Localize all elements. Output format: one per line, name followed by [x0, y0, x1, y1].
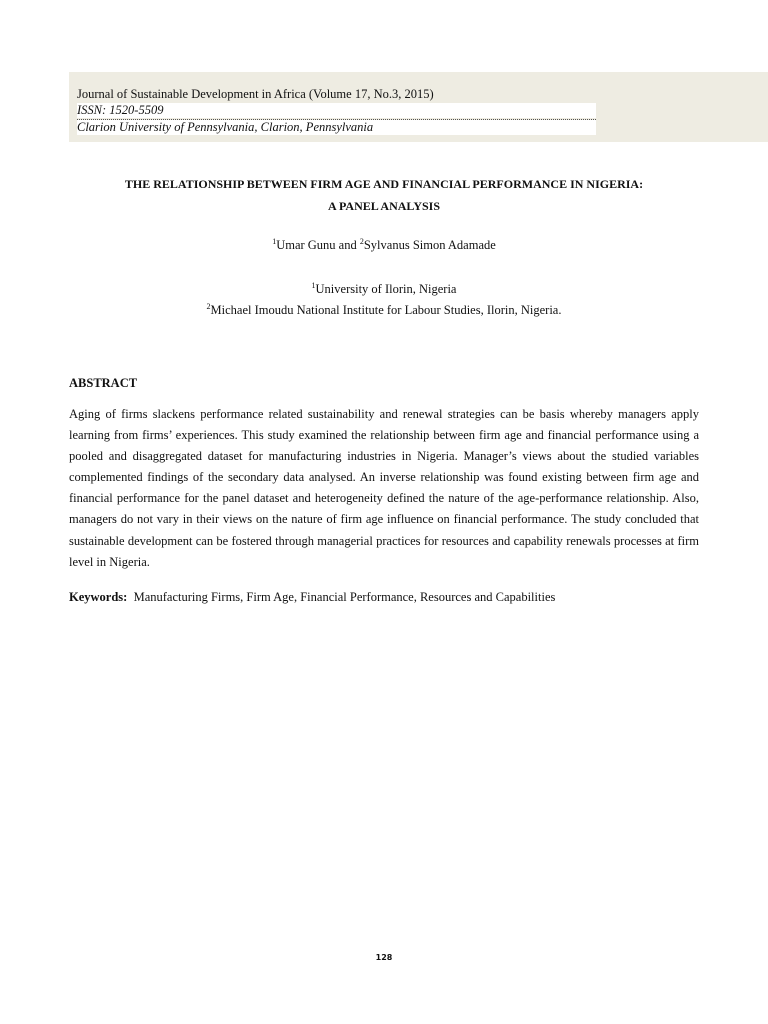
author-2-superscript: 2 [359, 236, 364, 246]
author-2: Sylvanus Simon Adamade [363, 238, 496, 252]
abstract-heading: ABSTRACT [69, 376, 138, 390]
paper-title-line-1: THE RELATIONSHIP BETWEEN FIRM AGE AND FINANCIAL PERFORMANCE IN NIGERIA: [124, 177, 644, 191]
journal-issn: ISSN: 1520-5509 [77, 103, 596, 118]
affiliation-2-superscript: 2 [206, 301, 211, 311]
journal-header [69, 72, 768, 142]
page-number: 128 [375, 953, 393, 962]
abstract-body: Aging of firms slackens performance related sustainability and renewal strategies can be basis whereby managers apply learning from firms’ experiences. This study examined the relationship between firm age and financial performance using a pooled and disaggregated dataset for manufacturing industries in Nigeria. Manager’s views about the studied variables complemented findings of the secondary data analysed. An inverse relationship was found existing between firm age and financial performance for the panel dataset and heterogeneity defined the nature of the age-performance relationship. Also, managers do not vary in their views on the nature of firm age influence on financial performance. The study concluded that sustainable development can be fostered through managerial practices for resources and capability renewals processes at firm level in Nigeria. [69, 407, 699, 569]
paper-title-line-2: A PANEL ANALYSIS [327, 199, 441, 213]
journal-title: Journal of Sustainable Development in Africa (Volume 17, No.3, 2015) [77, 87, 434, 101]
affiliation-1-superscript: 1 [311, 280, 316, 290]
keywords [69, 589, 709, 605]
keywords-label: Keywords: [69, 590, 128, 604]
paper-title [0, 173, 768, 217]
affiliation-2-text: Michael Imoudu National Institute for Labour Studies, Ilorin, Nigeria. [210, 303, 562, 317]
journal-publisher: Clarion University of Pennsylvania, Clarion, Pennsylvania [77, 120, 596, 135]
author-1: Umar Gunu and [276, 238, 360, 252]
affiliation-1-text: University of Ilorin, Nigeria [315, 282, 457, 296]
affiliation-list [0, 279, 768, 321]
affiliation-1 [0, 279, 768, 300]
keywords-text: Manufacturing Firms, Firm Age, Financial Performance, Resources and Capabilities [127, 590, 556, 604]
author-list [0, 237, 768, 253]
author-1-superscript: 1 [272, 236, 277, 246]
affiliation-2 [0, 300, 768, 321]
